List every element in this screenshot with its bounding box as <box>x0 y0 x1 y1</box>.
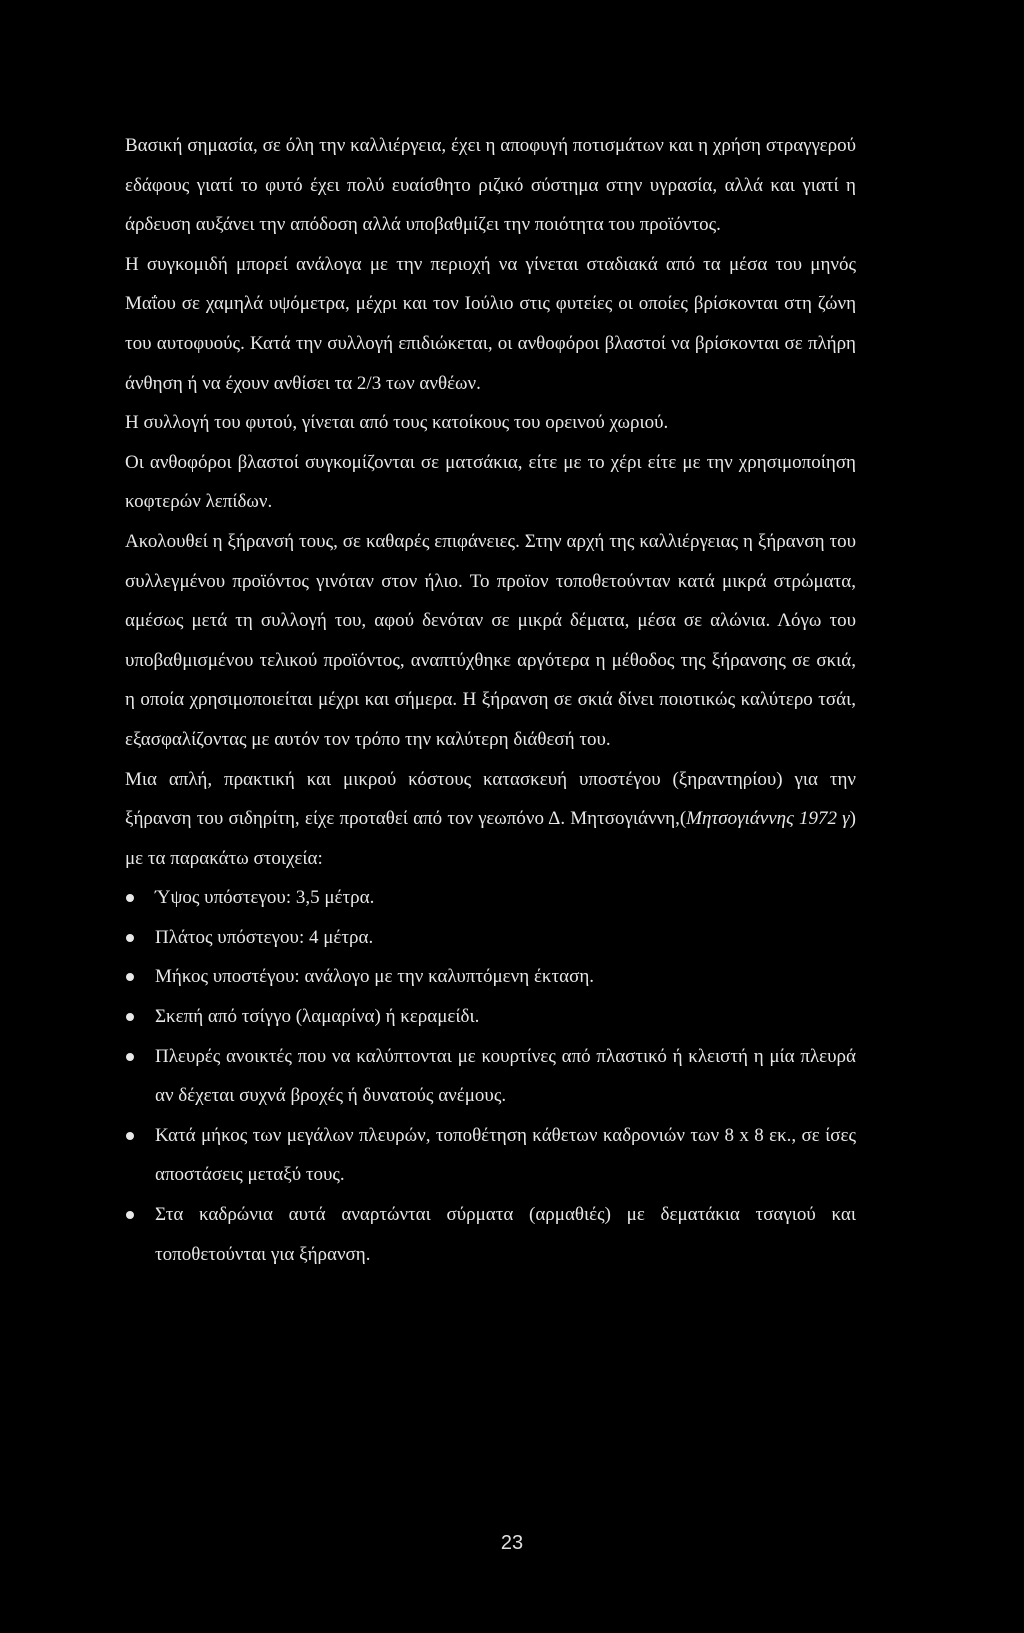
list-item: Στα καδρώνια αυτά αναρτώνται σύρματα (αρμαθιές) με δεματάκια τσαγιού και τοποθετούνται για ξήρανση. <box>125 1195 856 1274</box>
page-number: 23 <box>500 1532 524 1554</box>
list-item: Κατά μήκος των μεγάλων πλευρών, τοποθέτηση κάθετων καδρονιών των 8 x 8 εκ., σε ίσες αποστάσεις μεταξύ τους. <box>125 1116 856 1195</box>
list-item: Μήκος υποστέγου: ανάλογο με την καλυπτόμενη έκταση. <box>125 957 856 997</box>
paragraph <box>125 760 856 879</box>
citation: Μητσογιάννης 1972 γ <box>686 808 850 830</box>
paragraph-text: ) με τα παρακάτω στοιχεία: <box>125 808 856 869</box>
document-body <box>125 126 856 1274</box>
paragraph: Η συλλογή του φυτού, γίνεται από τους κατοίκους του ορεινού χωριού. <box>125 412 669 434</box>
list-item: Πλάτος υπόστεγου: 4 μέτρα. <box>125 918 856 958</box>
paragraph: Οι ανθοφόροι βλαστοί συγκομίζονται σε ματσάκια, είτε με το χέρι είτε με την χρησιμοποίηση κοφτερών λεπίδων. <box>125 451 856 513</box>
list-item: Πλευρές ανοικτές που να καλύπτονται με κουρτίνες από πλαστικό ή κλειστή η μία πλευρά αν δέχεται συχνά βροχές ή δυνατούς ανέμους. <box>125 1037 856 1116</box>
list-item: Σκεπή από τσίγγο (λαμαρίνα) ή κεραμείδι. <box>125 997 856 1037</box>
paragraph: Βασική σημασία, σε όλη την καλλιέργεια, έχει η αποφυγή ποτισμάτων και η χρήση στραγγερού εδάφους γιατί το φυτό έχει πολύ ευαίσθητο ριζικό σύστημα στην υγρασία, αλλά και γιατί η άρδευση αυξάνει την απόδοση αλλά υποβαθμίζει την ποιότητα του προϊόντος. <box>125 135 856 236</box>
paragraph: Ακολουθεί η ξήρανσή τους, σε καθαρές επιφάνειες. Στην αρχή της καλλιέργειας η ξήρανση του συλλεγμένου προϊόντος γινόταν στον ήλιο. Το προϊον τοποθετούνταν κατά μικρά στρώματα, αμέσως μετά τη συλλογή του, αφού δενόταν σε μικρά δέματα, μέσα σε αλώνια. Λόγω του υποβαθμισμένου τελικού προϊόντος, αναπτύχθηκε αργότερα η μέθοδος της ξήρανσης σε σκιά, η οποία χρησιμοποιείται μέχρι και σήμερα. Η ξήρανση σε σκιά δίνει ποιοτικώς καλύτερο τσάι, εξασφαλίζοντας με αυτόν τον τρόπο την καλύτερη διάθεσή του. <box>125 530 856 750</box>
bullet-list <box>125 878 856 1274</box>
paragraph-text: Μια απλή, πρακτική και μικρού κόστους κατασκευή υποστέγου (ξηραντηρίου) για την ξήρανση του σιδηρίτη, είχε προταθεί από τον γεωπόνο Δ. Μητσογιάννη,( <box>125 768 856 830</box>
list-item: Ύψος υπόστεγου: 3,5 μέτρα. <box>125 878 856 918</box>
paragraph: Η συγκομιδή μπορεί ανάλογα με την περιοχή να γίνεται σταδιακά από τα μέσα του μηνός Μαΐου σε χαμηλά υψόμετρα, μέχρι και τον Ιούλιο στις φυτείες οι οποίες βρίσκονται στη ζώνη του αυτοφυούς. Κατά την συλλογή επιδιώκεται, οι ανθοφόροι βλαστοί να βρίσκονται σε πλήρη άνθηση ή να έχουν ανθίσει τα 2/3 των ανθέων. <box>125 253 856 394</box>
